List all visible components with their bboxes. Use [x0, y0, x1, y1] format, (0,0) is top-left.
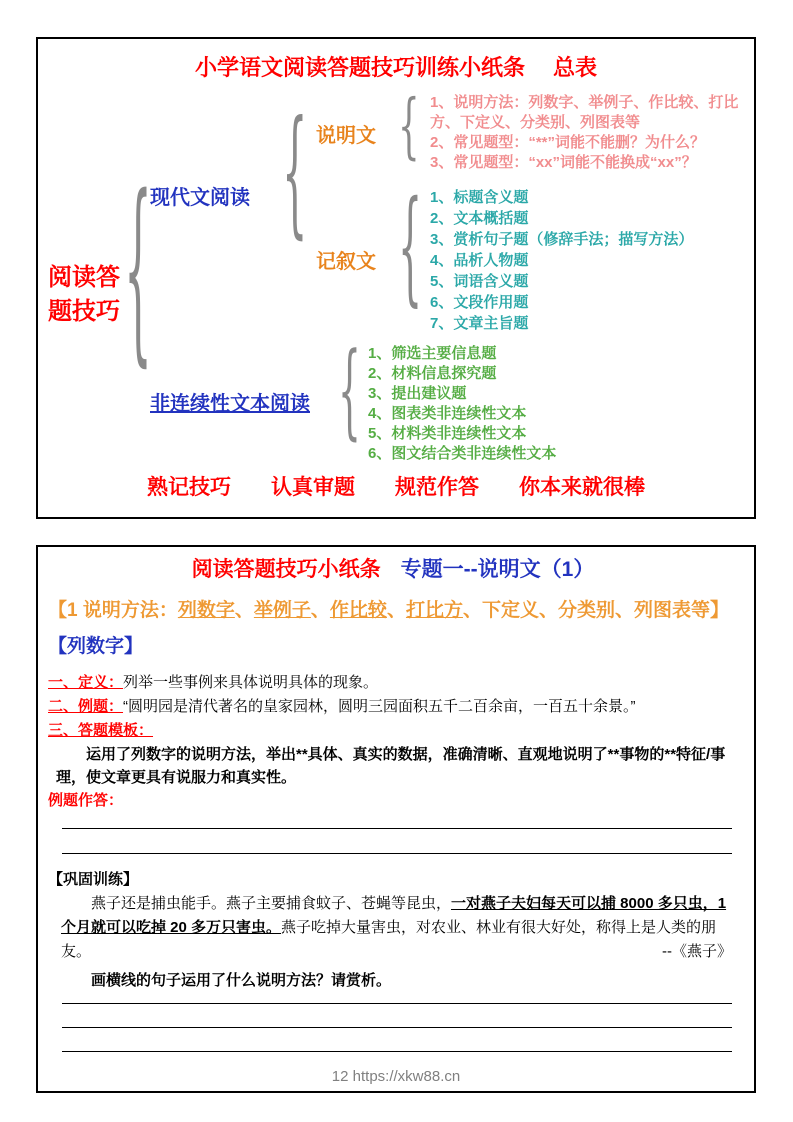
node-modern-reading: 现代文阅读	[150, 187, 250, 209]
worksheet-title	[48, 557, 738, 583]
training-source: --《燕子》	[662, 943, 732, 960]
list-item: 3、赏析句子题（修辞手法；描写方法）	[430, 231, 694, 248]
list-item: 2、常见题型：“**”词能不能删？为什么？	[430, 134, 706, 151]
training-text-before: 燕子还是捕虫能手。燕子主要捕食蚊子、苍蝇等昆虫，	[91, 895, 452, 912]
training-question: 画横线的句子运用了什么说明方法？请赏析。	[91, 972, 392, 989]
list-item: 6、文段作用题	[430, 294, 529, 311]
training-text-after: 燕子吃掉大量害虫，对农业、林业有很大好处，称得上是人类的朋友。	[61, 919, 717, 960]
definition-text: 列举一些事例来具体说明具体的现象。	[123, 674, 379, 691]
brace-icon: {	[124, 157, 152, 387]
method-separator: 、	[234, 600, 254, 621]
list-item: 3、常见题型：“xx”词能不能换成“xx”？	[430, 154, 697, 171]
method-separator: 、	[386, 600, 406, 621]
narrative-item-list	[430, 187, 750, 334]
worksheet-panel	[36, 545, 756, 1093]
example-label: 二、例题：	[48, 698, 124, 715]
root-line-2: 题技巧	[48, 298, 120, 325]
node-expository: 说明文	[316, 125, 376, 147]
section-title: 【列数字】	[48, 636, 144, 657]
node-narrative: 记叙文	[316, 251, 376, 273]
method-term: 举例子	[253, 600, 311, 621]
motto-row	[38, 471, 754, 501]
answer-line	[62, 811, 732, 829]
definition-label: 一、定义：	[48, 674, 124, 691]
mindmap-root-node	[48, 261, 120, 329]
list-item: 5、词语含义题	[430, 273, 529, 290]
brace-icon: {	[398, 84, 420, 169]
method-term: 作比较	[329, 600, 387, 621]
method-term: 打比方	[405, 600, 463, 621]
method-header-suffix: 、下定义、分类别、列图表等】	[462, 600, 729, 621]
motto-item: 你本来就很棒	[519, 476, 645, 499]
method-separator: 、	[310, 600, 330, 621]
brace-icon: {	[398, 175, 423, 319]
noncontinuous-item-list	[368, 344, 698, 464]
list-item: 1、标题含义题	[430, 189, 529, 206]
motto-item: 规范作答	[395, 476, 479, 499]
list-item: 7、文章主旨题	[430, 315, 529, 332]
list-item: 4、品析人物题	[430, 252, 529, 269]
mindmap-title-tail: 总表	[553, 55, 598, 80]
list-item: 2、文本概括题	[430, 210, 529, 227]
worksheet-title-blue: 专题一--说明文（1）	[400, 558, 595, 581]
root-line-1: 阅读答	[48, 264, 120, 291]
training-title: 【巩固训练】	[48, 871, 139, 888]
list-item: 1、说明方法：列数字、举例子、作比较、打比方、下定义、分类别、列图表等	[430, 94, 739, 131]
list-item: 3、提出建议题	[368, 385, 467, 402]
list-item: 5、材料类非连续性文本	[368, 425, 527, 442]
training-text-underlined: 一对燕子夫妇每天可以捕 8000 多只虫，1 个月就可以吃掉 20 多万只害虫。	[61, 895, 727, 936]
node-noncontinuous-reading: 非连续性文本阅读	[150, 393, 310, 415]
list-item: 6、图文结合类非连续性文本	[368, 445, 557, 462]
page-footer: 12 https://xkw88.cn	[331, 1068, 461, 1085]
answer-label: 例题作答：	[48, 792, 124, 809]
answer-line	[62, 829, 732, 854]
example-line	[48, 697, 738, 717]
mindmap-panel	[36, 37, 756, 519]
method-term: 列数字	[177, 600, 235, 621]
list-item: 4、图表类非连续性文本	[368, 405, 527, 422]
list-item: 2、材料信息探究题	[368, 365, 497, 382]
example-text: “圆明园是清代著名的皇家园林，圆明三园面积五千二百余亩，一百五十余景。”	[123, 698, 636, 715]
definition-line	[48, 673, 738, 693]
method-header-prefix: 【1 说明方法：	[48, 600, 178, 621]
worksheet-title-red: 阅读答题技巧小纸条	[191, 558, 381, 581]
answer-line	[62, 1004, 732, 1028]
answer-line	[62, 992, 732, 1004]
motto-item: 认真审题	[271, 476, 355, 499]
template-label: 三、答题模板：	[48, 722, 154, 739]
training-paragraph	[61, 892, 732, 964]
answer-line	[62, 1028, 732, 1052]
method-header	[48, 599, 738, 623]
template-label-line	[48, 721, 738, 741]
mindmap-title	[38, 51, 754, 82]
list-item: 1、筛选主要信息题	[368, 345, 497, 362]
brace-icon: {	[282, 94, 308, 254]
motto-item: 熟记技巧	[147, 476, 231, 499]
brace-icon: {	[338, 334, 361, 452]
template-paragraph: 运用了列数字的说明方法，举出**具体、真实的数据，准确清晰、直观地说明了**事物的**特征/事理，使文章更具有说服力和真实性。	[56, 746, 726, 786]
expository-item-list	[430, 93, 744, 173]
mindmap-title-main: 小学语文阅读答题技巧训练小纸条	[194, 55, 525, 80]
